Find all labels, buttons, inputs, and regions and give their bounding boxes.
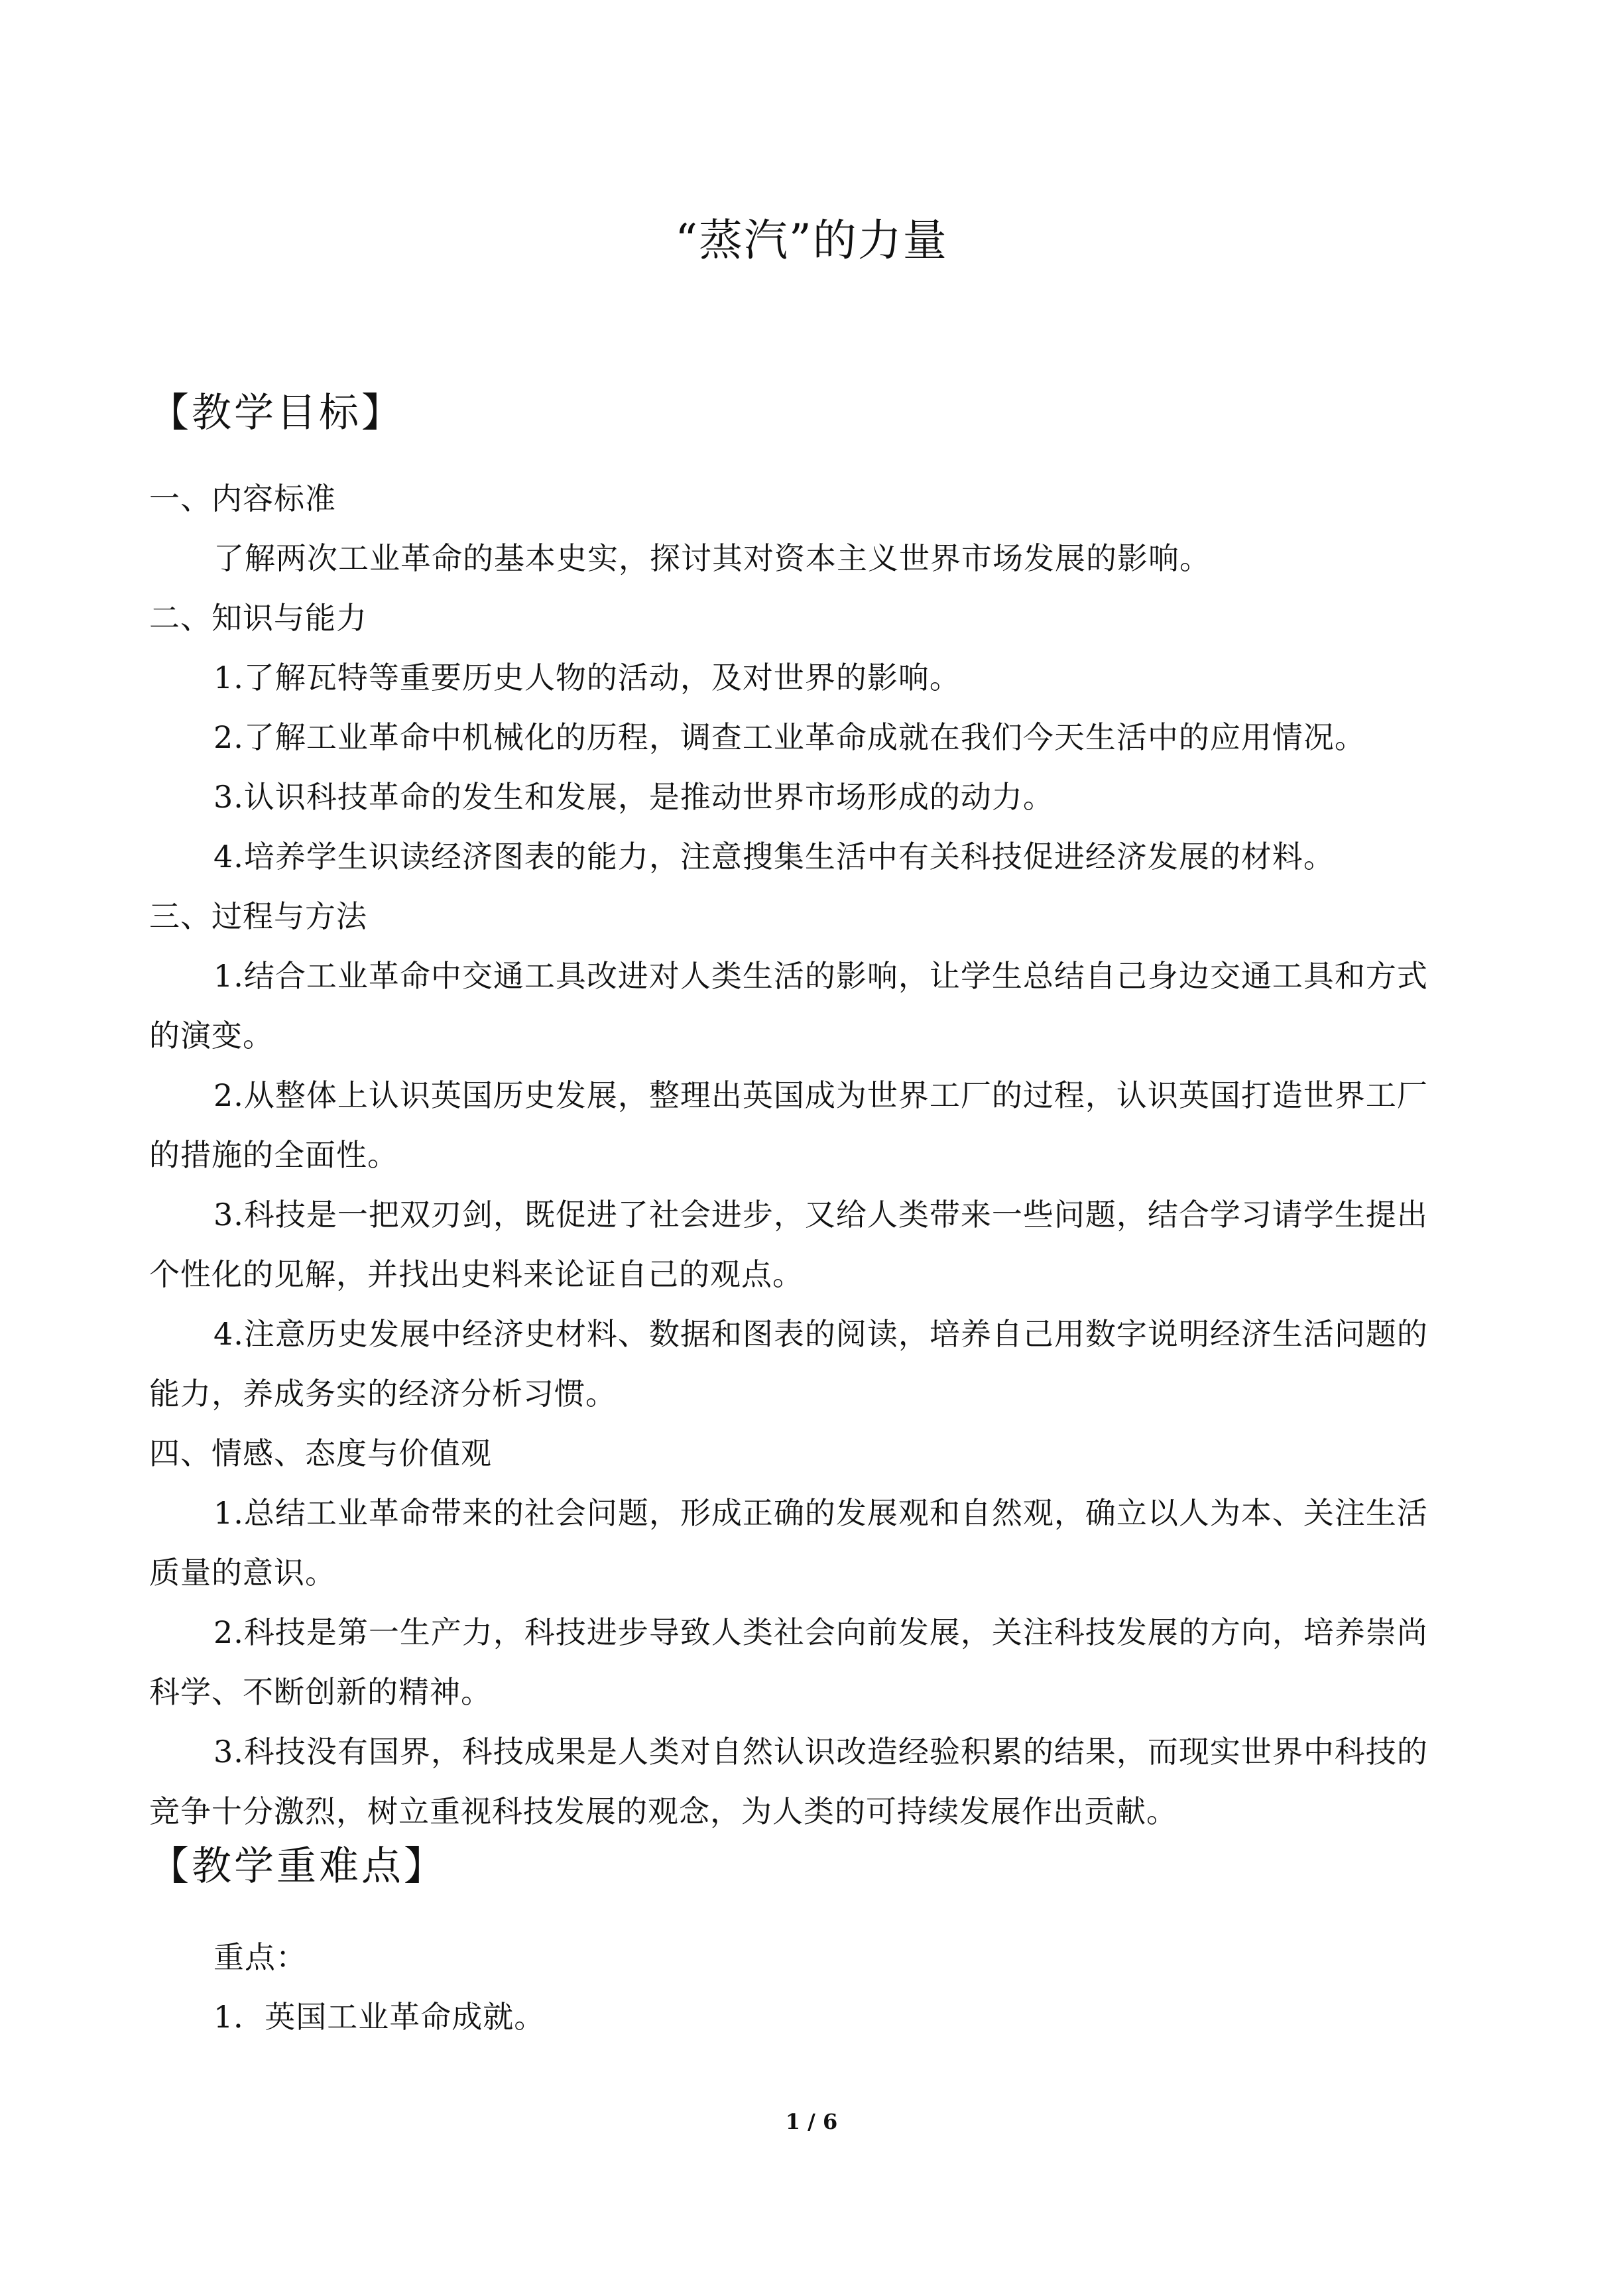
content-standard-heading: 一、内容标准 [149, 481, 336, 516]
document-title: “蒸汽”的力量 [675, 215, 948, 266]
process-item-1-line-1: 1.结合工业革命中交通工具改进对人类生活的影响，让学生总结自己身边交通工具和方式 [213, 958, 1428, 994]
key-point-item-1: 1．英国工业革命成就。 [213, 1999, 546, 2035]
teaching-objectives-heading: 【教学目标】 [149, 390, 404, 436]
content-standard-text: 了解两次工业革命的基本史实，探讨其对资本主义世界市场发展的影响。 [213, 540, 1211, 576]
process-item-3-line-1: 3.科技是一把双刃剑，既促进了社会进步，又给人类带来一些问题，结合学习请学生提出 [213, 1197, 1428, 1233]
process-method-heading: 三、过程与方法 [149, 898, 367, 934]
process-item-1-line-2: 的演变。 [149, 1018, 274, 1054]
emotion-item-2-line-1: 2.科技是第一生产力，科技进步导致人类社会向前发展，关注科技发展的方向，培养崇尚 [213, 1614, 1428, 1650]
process-item-4-line-2: 能力，养成务实的经济分析习惯。 [149, 1376, 617, 1412]
emotion-item-1-line-2: 质量的意识。 [149, 1555, 336, 1591]
emotion-item-2-line-2: 科学、不断创新的精神。 [149, 1674, 492, 1710]
knowledge-item-2: 2.了解工业革命中机械化的历程，调查工业革命成就在我们今天生活中的应用情况。 [213, 719, 1366, 755]
knowledge-item-3: 3.认识科技革命的发生和发展，是推动世界市场形成的动力。 [213, 779, 1054, 815]
knowledge-ability-heading: 二、知识与能力 [149, 600, 367, 636]
key-points-label: 重点： [213, 1939, 307, 1975]
page-number: 1 / 6 [785, 2109, 838, 2134]
process-item-4-line-1: 4.注意历史发展中经济史材料、数据和图表的阅读，培养自己用数字说明经济生活问题的 [213, 1316, 1428, 1352]
process-item-2-line-2: 的措施的全面性。 [149, 1137, 398, 1173]
emotion-values-heading: 四、情感、态度与价值观 [149, 1435, 492, 1471]
knowledge-item-4: 4.培养学生识读经济图表的能力，注意搜集生活中有关科技促进经济发展的材料。 [213, 839, 1335, 875]
process-item-3-line-2: 个性化的见解，并找出史料来论证自己的观点。 [149, 1256, 804, 1292]
emotion-item-3-line-1: 3.科技没有国界，科技成果是人类对自然认识改造经验积累的结果，而现实世界中科技的 [213, 1734, 1428, 1770]
emotion-item-3-line-2: 竞争十分激烈，树立重视科技发展的观念，为人类的可持续发展作出贡献。 [149, 1793, 1177, 1829]
knowledge-item-1: 1.了解瓦特等重要历史人物的活动，及对世界的影响。 [213, 660, 961, 695]
emotion-item-1-line-1: 1.总结工业革命带来的社会问题，形成正确的发展观和自然观，确立以人为本、关注生活 [213, 1495, 1428, 1531]
key-difficult-points-heading: 【教学重难点】 [149, 1843, 446, 1890]
process-item-2-line-1: 2.从整体上认识英国历史发展，整理出英国成为世界工厂的过程，认识英国打造世界工厂 [213, 1077, 1428, 1113]
